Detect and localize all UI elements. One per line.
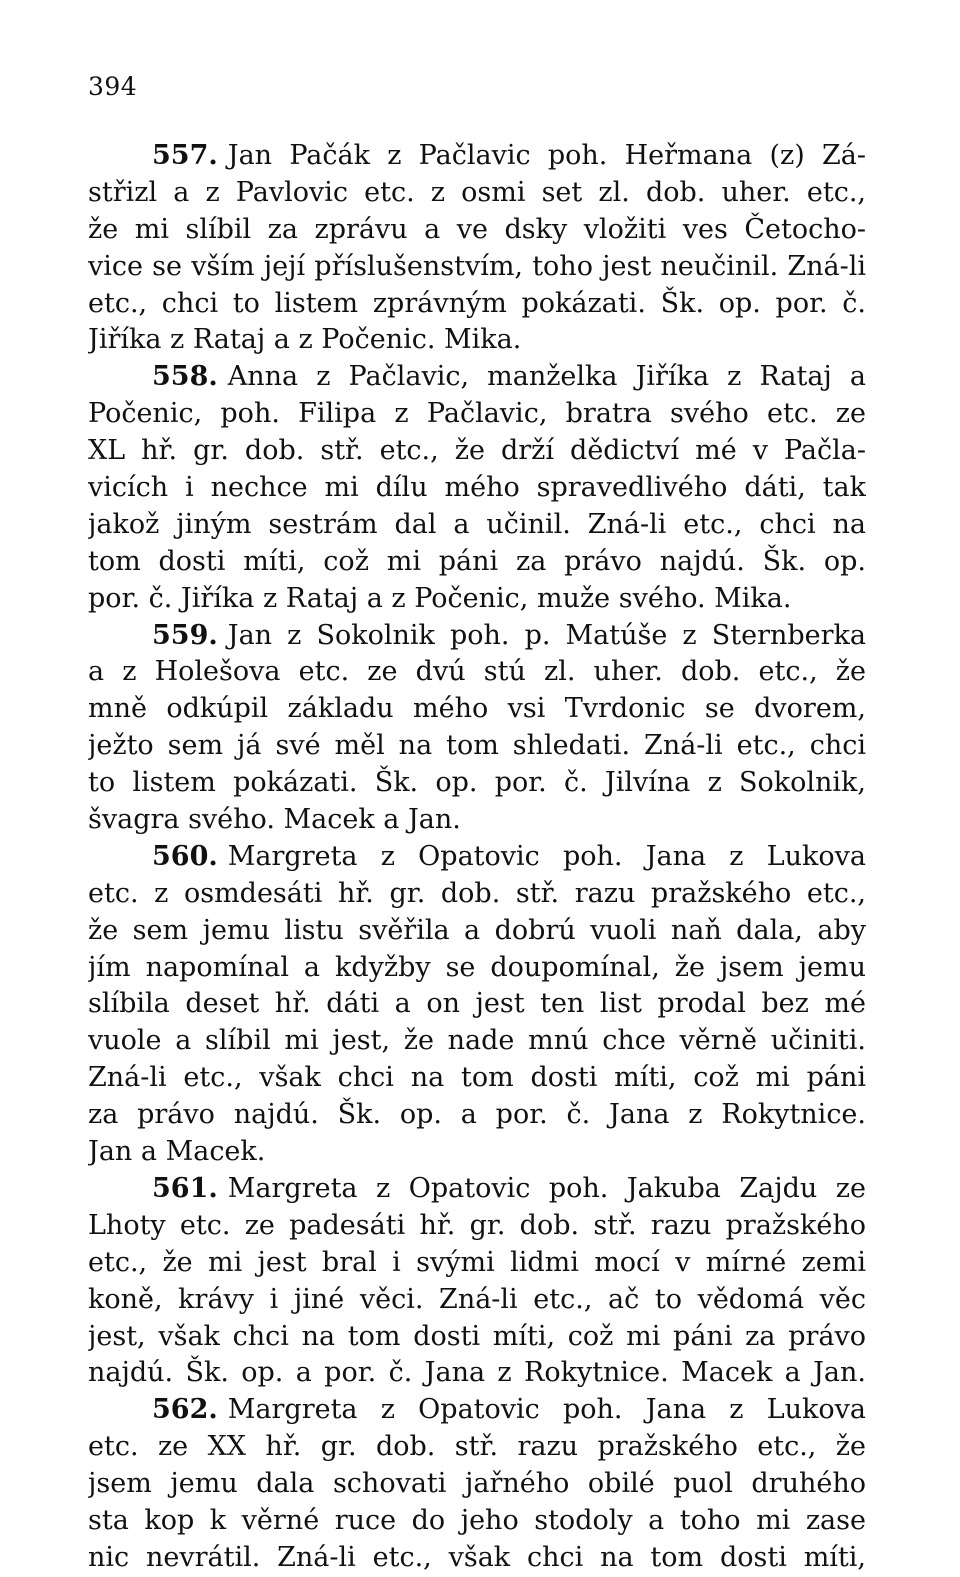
entry-text-line: Počenic, poh. Filipa z Pačlavic, bratra svého etc. ze bbox=[88, 398, 866, 430]
entry-text-line: nic nevrátil. Zná-li etc., však chci na tom dosti míti, bbox=[88, 1541, 866, 1573]
entry-number: 559. bbox=[152, 619, 218, 651]
entry-first-line bbox=[88, 839, 866, 876]
entry-text-line: to listem pokázati. Šk. op. por. č. Jilvína z Sokolnik, bbox=[88, 767, 866, 799]
entry-text-line: jest, však chci na tom dosti míti, což mi páni za právo bbox=[88, 1320, 866, 1352]
entry-557 bbox=[88, 138, 866, 359]
entry-first-line bbox=[88, 1392, 866, 1429]
entry-number: 558. bbox=[152, 361, 218, 393]
entry-first-line bbox=[88, 359, 866, 396]
entry-text-line: etc. ze XX hř. gr. dob. stř. razu pražského etc., že bbox=[88, 1431, 866, 1463]
entry-text-line: Jan z Sokolnik poh. p. Matúše z Sternberka bbox=[227, 619, 866, 651]
entry-561 bbox=[88, 1171, 866, 1392]
entry-number: 557. bbox=[152, 140, 218, 171]
entry-558 bbox=[88, 359, 866, 617]
entry-text-line: koně, krávy i jiné věci. Zná-li etc., ač to vědomá věc bbox=[88, 1283, 866, 1315]
entry-first-line bbox=[88, 1171, 866, 1208]
entry-text-line: Zná-li etc., však chci na tom dosti míti, což mi páni bbox=[88, 1062, 866, 1094]
entry-text-line: slíbila deset hř. dáti a on jest ten list prodal bez mé bbox=[88, 988, 866, 1020]
entry-text-line: Margreta z Opatovic poh. Jakuba Zajdu ze bbox=[227, 1172, 866, 1204]
entry-text-line: tom dosti míti, což mi páni za právo najdú. Šk. op. bbox=[88, 545, 866, 577]
entry-first-line bbox=[88, 618, 866, 655]
entry-text-line: vice se vším její příslušenstvím, toho jest neučinil. Zná-li bbox=[88, 250, 866, 282]
entry-text-line: jsem jemu dala schovati jařného obilé puol druhého bbox=[88, 1468, 866, 1500]
entry-text-line: mně odkúpil základu mého vsi Tvrdonic se dvorem, bbox=[88, 693, 866, 725]
entry-text-line: střizl a z Pavlovic etc. z osmi set zl. dob. uher. etc., bbox=[88, 176, 866, 208]
entry-text-line: že sem jemu listu svěřila a dobrú vuoli naň dala, aby bbox=[88, 914, 866, 946]
entry-text-line: za právo najdú. Šk. op. a por. č. Jana z Rokytnice. bbox=[88, 1099, 866, 1131]
entry-text-line: XL hř. gr. dob. stř. etc., že drží dědictví mé v Pačla- bbox=[88, 435, 866, 467]
entry-text-line: švagra svého. Macek a Jan. bbox=[88, 804, 461, 836]
entry-text-line: Margreta z Opatovic poh. Jana z Lukova bbox=[227, 840, 866, 872]
entry-text-line: vicích i nechce mi dílu mého spravedlivého dáti, tak bbox=[88, 472, 866, 504]
entry-text-line: Jiříka z Rataj a z Počenic. Mika. bbox=[88, 324, 522, 356]
entry-text-line: jím napomínal a kdyžby se doupomínal, že jsem jemu bbox=[88, 951, 866, 983]
entry-562 bbox=[88, 1392, 866, 1576]
entry-text-line: a z Holešova etc. ze dvú stú zl. uher. dob. etc., že bbox=[88, 656, 866, 688]
entry-text-line: Margreta z Opatovic poh. Jana z Lukova bbox=[227, 1394, 866, 1426]
entry-text-line: že mi slíbil za zprávu a ve dsky vložiti ves Četocho- bbox=[88, 213, 866, 245]
entry-text-line: Jan a Macek. bbox=[88, 1136, 266, 1168]
entry-number: 560. bbox=[152, 840, 218, 872]
entry-text-line: jakož jiným sestrám dal a učinil. Zná-li etc., chci na bbox=[88, 508, 866, 540]
entry-number: 561. bbox=[152, 1172, 218, 1204]
entry-text-line: Anna z Pačlavic, manželka Jiříka z Rataj a bbox=[227, 361, 866, 393]
entry-first-line bbox=[88, 138, 866, 175]
entry-text-line: sta kop k věrné ruce do jeho stodoly a toho mi zase bbox=[88, 1504, 866, 1536]
entry-text-line: Jan Pačák z Pačlavic poh. Heřmana (z) Zá- bbox=[227, 140, 866, 171]
entry-560 bbox=[88, 839, 866, 1171]
page-number: 394 bbox=[88, 72, 138, 101]
entry-text-line: najdú. Šk. op. a por. č. Jana z Rokytnice. Macek a Jan. bbox=[88, 1357, 866, 1389]
entry-text-line: vuole a slíbil mi jest, že nade mnú chce věrně učiniti. bbox=[88, 1025, 866, 1057]
entry-559 bbox=[88, 618, 866, 839]
entry-text-line: por. č. Jiříka z Rataj a z Počenic, muže svého. Mika. bbox=[88, 582, 792, 614]
entry-text-line: etc. z osmdesáti hř. gr. dob. stř. razu pražského etc., bbox=[88, 877, 866, 909]
entry-number: 562. bbox=[152, 1394, 218, 1426]
entry-text-line: Lhoty etc. ze padesáti hř. gr. dob. stř. razu pražského bbox=[88, 1209, 866, 1241]
entry-text-line: ježto sem já své měl na tom shledati. Zná-li etc., chci bbox=[88, 730, 866, 762]
entry-text-line: etc., že mi jest bral i svými lidmi mocí v mírné zemi bbox=[88, 1246, 866, 1278]
entry-text-line: etc., chci to listem zprávným pokázati. Šk. op. por. č. bbox=[88, 287, 866, 319]
text-body bbox=[88, 138, 866, 1577]
